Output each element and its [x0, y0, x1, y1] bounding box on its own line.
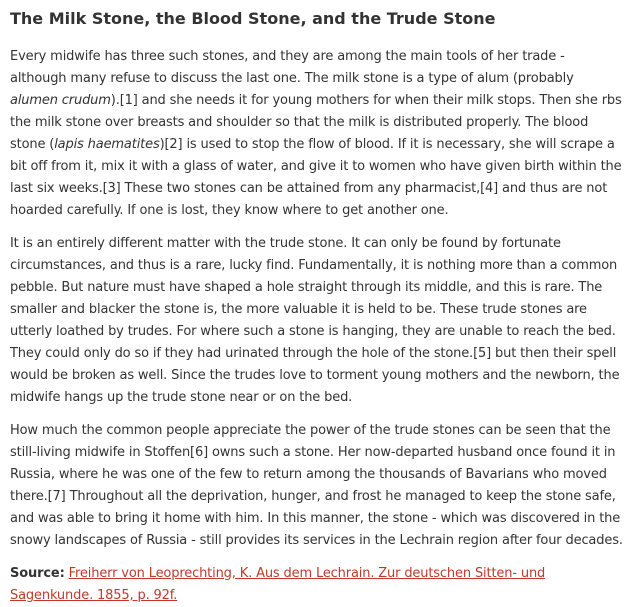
source-link[interactable]: Freiherr von Leoprechting, K. Aus dem Lechrain. Zur deutschen Sitten- und Sagenkunde. 1855, p. 92f.: [10, 566, 546, 603]
article-title: The Milk Stone, the Blood Stone, and the Trude Stone: [10, 9, 496, 28]
paragraph-3: How much the common people appreciate the power of the trude stones can be seen that the still-living midwife in Stoffen[6] owns such a stone. Her now-departed husband once found it in Russia, where he was one of the few to return among the thousands of Bavarians who moved there.[7] Throughout all the deprivation, hunger, and frost he managed to keep the stone safe, and was able to bring it home with him. In this manner, the stone - which was discovered in the snowy landscapes of Russia - still provides its services in the Lechrain region after four decades.: [10, 423, 623, 548]
paragraph-1-part-a: Every midwife has three such stones, and they are among the main tools of her trade - although many refuse to discuss the last one. The milk stone is a type of alum (probably: [10, 49, 574, 86]
paragraph-1: [10, 46, 625, 222]
paragraph-1-term-alumen: alumen crudum: [10, 93, 111, 108]
paragraph-1-part-c: )[2] is used to stop the flow of blood. If it is necessary, she will scrape a bit off from it, mix it with a glass of water, and give it to women who have given birth within the last six weeks.[3] These two stones can be attained from any pharmacist,[4] and thus are not hoarded carefully. If one is lost, they know where to get another one.: [10, 137, 622, 218]
paragraph-1-part-b: ).[1] and she needs it for young mothers for when their milk stops. Then she rbs the milk stone over breasts and shoulder so that the milk is distributed properly. The blood stone (: [10, 93, 622, 152]
source-line: [10, 563, 625, 607]
paragraph-2: It is an entirely different matter with the trude stone. It can only be found by fortunate circumstances, and thus is a rare, lucky find. Fundamentally, it is nothing more than a common pebble. But nature must have shaped a hole straight through its middle, and this is rare. The smaller and blacker the stone is, the more valuable it is held to be. These trude stones are utterly loathed by trudes. For where such a stone is hanging, they are unable to reach the bed. They could only do so if they had urinated through the hole of the stone.[5] but then their spell would be broken as well. Since the trudes love to torment young mothers and the newborn, the midwife hangs up the trude stone near or on the bed.: [10, 236, 620, 405]
paragraph-1-term-lapis: lapis haematites: [54, 137, 160, 152]
source-label: Source:: [10, 566, 65, 581]
